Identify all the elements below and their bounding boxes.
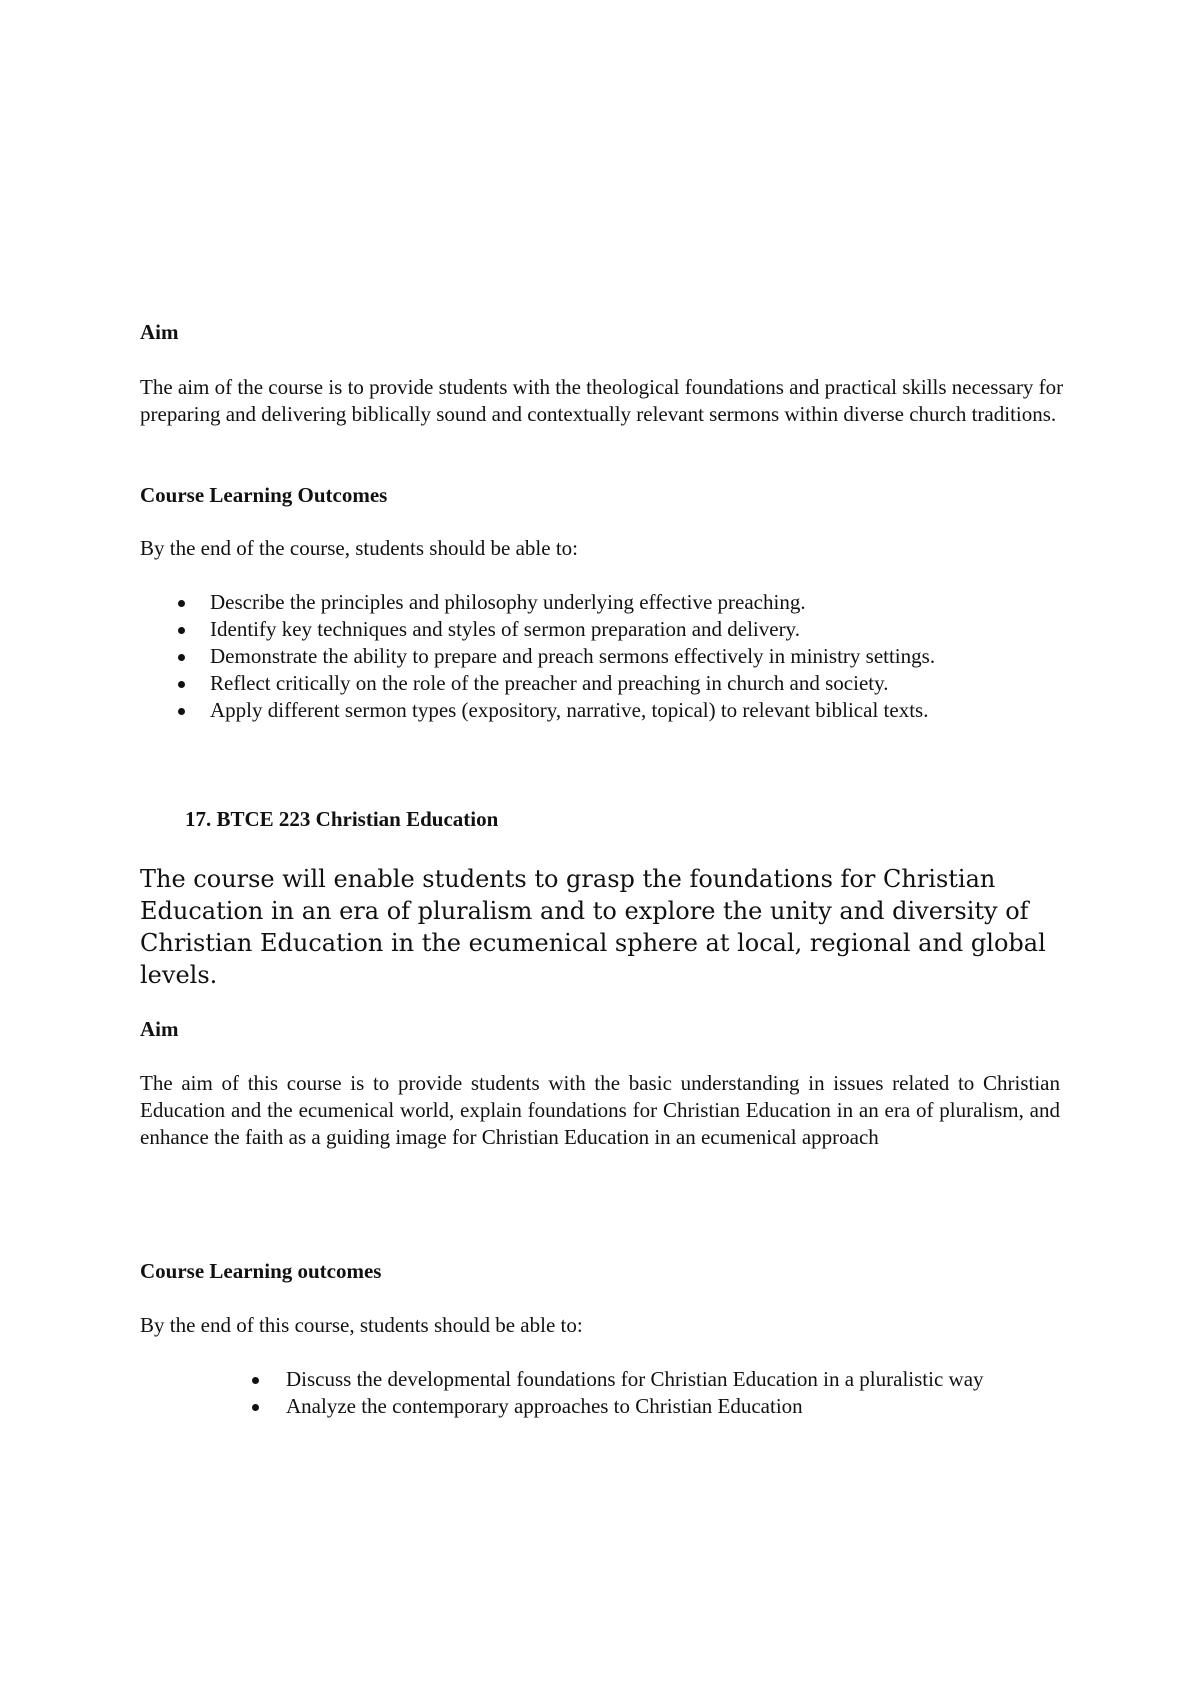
course-description-text: The course will enable students to grasp the foundations for Christian Education in an era of pluralism and to explore the unity and diversity of Christian Education in the ecumenical sphere at local, regional and global levels. xyxy=(140,865,1046,989)
outcomes-list-1 xyxy=(140,589,1090,724)
aim-heading-2 xyxy=(140,1016,1060,1043)
outcomes-heading-2 xyxy=(140,1258,1060,1285)
course-title xyxy=(185,806,1105,833)
list-item: Analyze the contemporary approaches to Christian Education xyxy=(248,1393,1048,1420)
aim-heading: Aim xyxy=(140,320,179,344)
outcomes-heading-1 xyxy=(140,482,1060,509)
bullet-icon xyxy=(252,1404,259,1411)
aim-heading: Aim xyxy=(140,1017,179,1041)
outcomes-heading: Course Learning Outcomes xyxy=(140,483,388,507)
bullet-icon xyxy=(178,627,185,634)
list-item: Demonstrate the ability to prepare and preach sermons effectively in ministry settings. xyxy=(140,643,1090,670)
list-item: Identify key techniques and styles of sermon preparation and delivery. xyxy=(140,616,1090,643)
bullet-icon xyxy=(178,681,185,688)
bullet-icon xyxy=(178,600,185,607)
course-description xyxy=(140,863,1070,991)
list-item: Describe the principles and philosophy underlying effective preaching. xyxy=(140,589,1090,616)
list-item: Reflect critically on the role of the preacher and preaching in church and society. xyxy=(140,670,1090,697)
list-item: Apply different sermon types (expository, narrative, topical) to relevant biblical texts. xyxy=(140,697,1090,724)
outcomes-intro: By the end of this course, students should be able to: xyxy=(140,1313,583,1337)
aim-paragraph-2 xyxy=(140,1070,1060,1151)
outcomes-intro-2 xyxy=(140,1312,1060,1339)
outcomes-intro-1 xyxy=(140,535,1060,562)
course-title-text: 17. BTCE 223 Christian Education xyxy=(185,807,499,831)
outcomes-intro: By the end of the course, students should be able to: xyxy=(140,536,578,560)
aim-heading-1 xyxy=(140,319,1060,346)
aim-paragraph-1 xyxy=(140,374,1070,428)
outcomes-list-2 xyxy=(248,1366,1048,1420)
aim-text: The aim of this course is to provide students with the basic understanding in issues related to Christian Education and the ecumenical world, explain foundations for Christian Education in an era of pluralism, and enhance the faith as a guiding image for Christian Education in an ecumenical approach xyxy=(140,1071,1060,1149)
aim-text: The aim of the course is to provide students with the theological foundations and practical skills necessary for preparing and delivering biblically sound and contextually relevant sermons within diverse church traditions. xyxy=(140,375,1064,426)
bullet-icon xyxy=(252,1377,259,1384)
outcomes-heading: Course Learning outcomes xyxy=(140,1259,382,1283)
bullet-icon xyxy=(178,654,185,661)
list-item: Discuss the developmental foundations for Christian Education in a pluralistic way xyxy=(248,1366,1048,1393)
bullet-icon xyxy=(178,708,185,715)
